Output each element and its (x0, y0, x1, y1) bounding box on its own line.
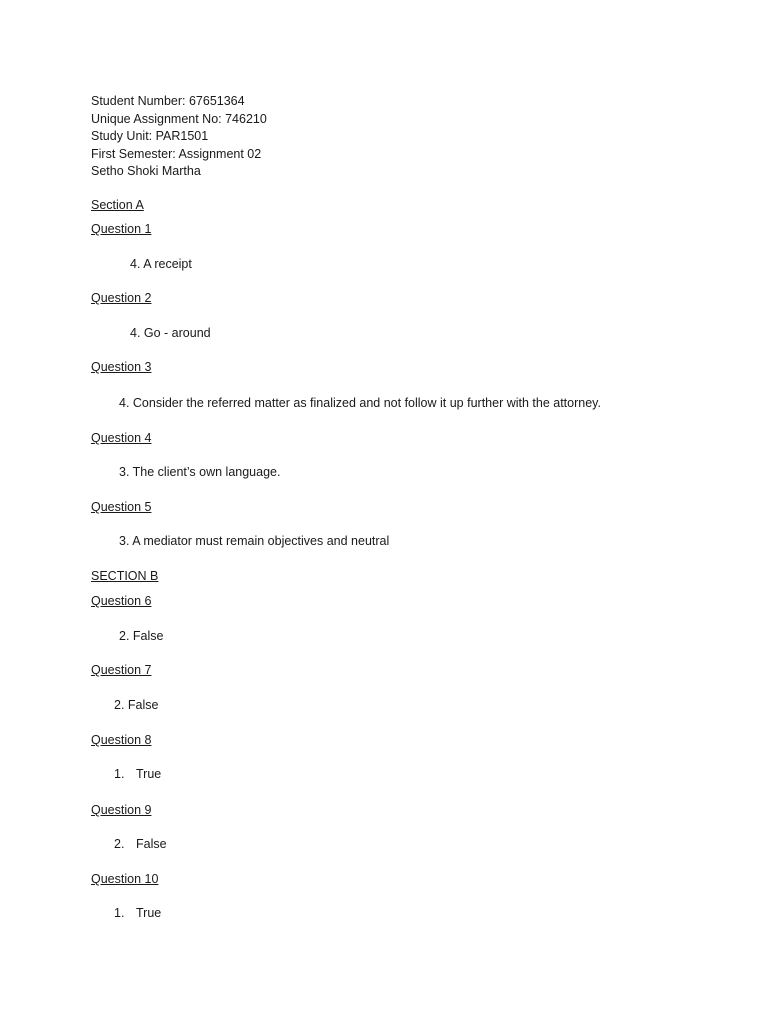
assignment-number: Unique Assignment No: 746210 (91, 111, 267, 126)
question-10-answer-number: 1. (114, 906, 125, 920)
question-6-answer: 2. False (119, 629, 164, 643)
question-4-heading: Question 4 (91, 431, 152, 445)
question-9-heading: Question 9 (91, 803, 152, 817)
question-5-heading: Question 5 (91, 500, 152, 514)
question-4-answer: 3. The client’s own language. (119, 465, 281, 479)
question-3-answer: 4. Consider the referred matter as finalized and not follow it up further with the attorney. (119, 396, 601, 410)
section-a-heading: Section A (91, 198, 144, 212)
question-10-answer-text: True (136, 906, 162, 920)
question-8-answer (114, 767, 161, 781)
student-name: Setho Shoki Martha (91, 164, 201, 178)
question-8-answer-number: 1. (114, 767, 125, 781)
question-9-answer (114, 837, 167, 851)
question-10-answer (114, 906, 161, 920)
question-2-answer: 4. Go - around (130, 326, 211, 340)
question-6-heading: Question 6 (91, 594, 152, 608)
question-9-answer-text: False (136, 837, 167, 851)
question-2-heading: Question 2 (91, 291, 152, 305)
question-8-answer-text: True (136, 767, 162, 781)
student-header (91, 93, 267, 181)
question-9-answer-number: 2. (114, 837, 125, 851)
question-10-heading: Question 10 (91, 872, 159, 886)
question-1-heading: Question 1 (91, 222, 152, 236)
question-8-heading: Question 8 (91, 733, 152, 747)
question-1-answer: 4. A receipt (130, 257, 192, 271)
question-7-heading: Question 7 (91, 663, 152, 677)
semester-assignment: First Semester: Assignment 02 (91, 146, 262, 161)
question-5-answer: 3. A mediator must remain objectives and neutral (119, 534, 390, 548)
student-number: Student Number: 67651364 (91, 94, 245, 108)
question-3-heading: Question 3 (91, 360, 152, 374)
study-unit: Study Unit: PAR1501 (91, 129, 209, 143)
section-b-heading: SECTION B (91, 569, 159, 583)
question-7-answer: 2. False (114, 698, 159, 712)
